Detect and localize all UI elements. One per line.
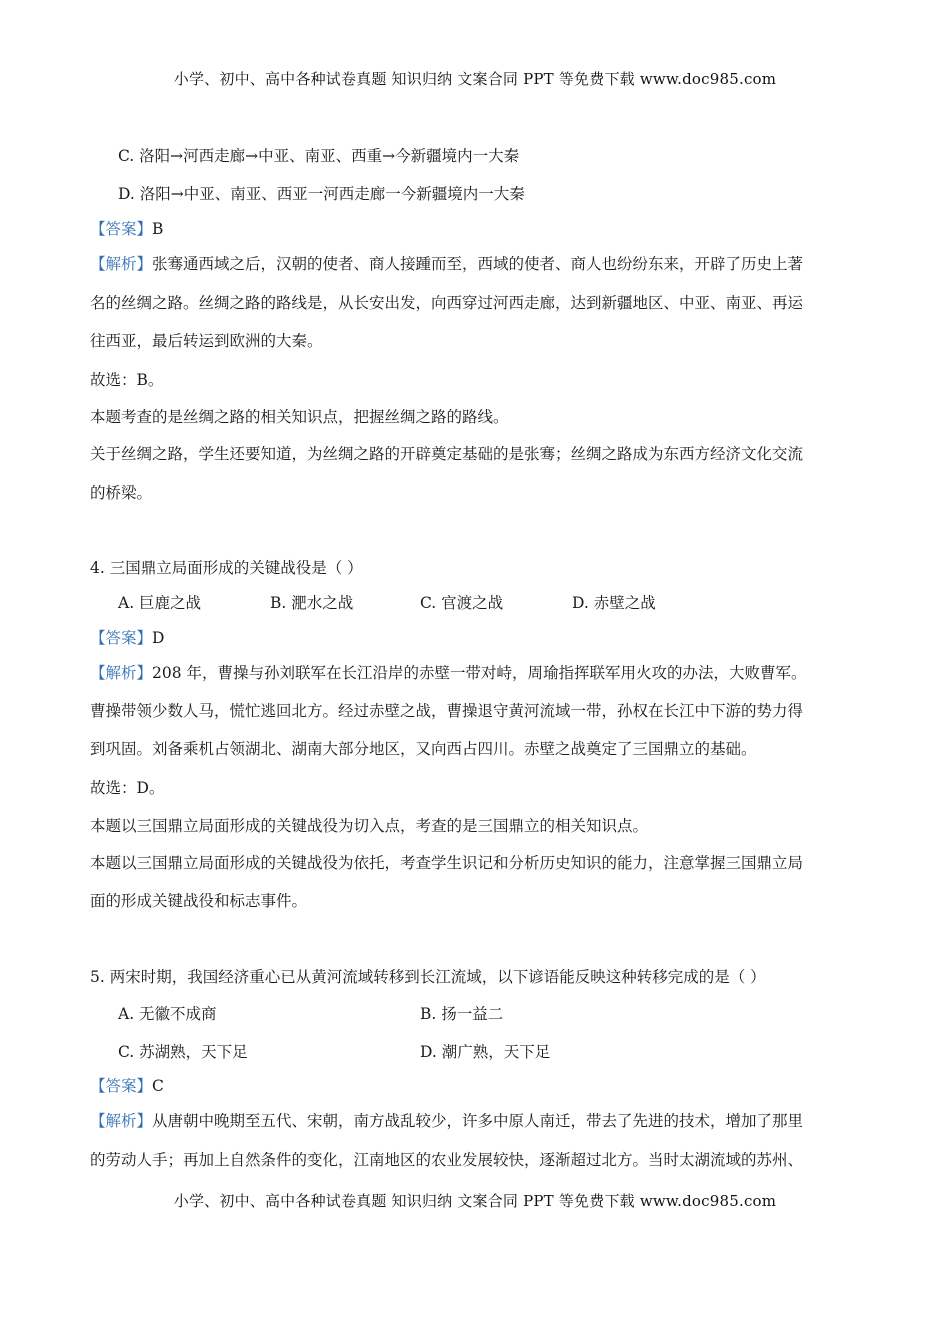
q4-option-d: D. 赤壁之战 [572,594,656,612]
analysis-tag: 【解析】 [90,1112,153,1130]
q3-note-2: 关于丝绸之路，学生还要知道，为丝绸之路的开辟奠定基础的是张骞；丝绸之路成为东西方经济文化交流 [90,445,804,463]
answer-tag: 【答案】 [90,629,153,647]
q5-option-d: D. 潮广熟，天下足 [420,1043,551,1061]
q3-note-1: 本题考查的是丝绸之路的相关知识点，把握丝绸之路的路线。 [90,408,509,426]
q5-option-b: B. 扬一益二 [420,1005,504,1023]
q5-stem: 5. 两宋时期，我国经济重心已从黄河流域转移到长江流域，以下谚语能反映这种转移完成的是（ ） [90,968,766,986]
analysis-tag: 【解析】 [90,664,153,682]
q5-option-a: A. 无徽不成商 [118,1005,217,1023]
q5-analysis-line-1: 【解析】从唐朝中晚期至五代、宋朝，南方战乱较少，许多中原人南迁，带去了先进的技术，增加了那里 [90,1112,804,1130]
q3-analysis-line-2: 名的丝绸之路。丝绸之路的路线是，从长安出发，向西穿过河西走廊，达到新疆地区、中亚、南亚、再运 [90,294,804,312]
page-footer: 小学、初中、高中各种试卷真题 知识归纳 文案合同 PPT 等免费下载 www.doc985.com [173,1192,777,1210]
q5-analysis-line-2: 的劳动人手；再加上自然条件的变化，江南地区的农业发展较快，逐渐超过北方。当时太湖流域的苏州、 [90,1151,804,1169]
q4-analysis-line-2: 曹操带领少数人马，慌忙逃回北方。经过赤壁之战，曹操退守黄河流域一带，孙权在长江中下游的势力得 [90,702,804,720]
q4-option-c: C. 官渡之战 [420,594,504,612]
q4-choice: 故选：D。 [90,779,165,797]
q4-note-3: 面的形成关键战役和标志事件。 [90,892,308,910]
q4-analysis-line-1: 【解析】208 年，曹操与孙刘联军在长江沿岸的赤壁一带对峙，周瑜指挥联军用火攻的办法，大败曹军。 [90,664,807,682]
q4-note-1: 本题以三国鼎立局面形成的关键战役为切入点，考查的是三国鼎立的相关知识点。 [90,817,649,835]
q4-answer: 【答案】D [90,629,165,647]
q5-option-c: C. 苏湖熟，天下足 [118,1043,248,1061]
answer-tag: 【答案】 [90,220,153,238]
q3-note-3: 的桥梁。 [90,484,153,502]
q3-analysis-line-1: 【解析】张骞通西域之后，汉朝的使者、商人接踵而至，西域的使者、商人也纷纷东来，开辟了历史上著 [90,255,804,273]
answer-tag: 【答案】 [90,1077,153,1095]
q3-option-d: D. 洛阳→中亚、南亚、西亚一河西走廊一今新疆境内一大秦 [118,185,525,203]
analysis-tag: 【解析】 [90,255,153,273]
page-header: 小学、初中、高中各种试卷真题 知识归纳 文案合同 PPT 等免费下载 www.doc985.com [173,70,777,88]
q3-option-c: C. 洛阳→河西走廊→中亚、南亚、西重→今新疆境内一大秦 [118,147,520,165]
q3-answer: 【答案】B [90,220,164,238]
q3-choice: 故选：B。 [90,371,164,389]
q4-option-a: A. 巨鹿之战 [118,594,202,612]
q4-option-b: B. 淝水之战 [270,594,354,612]
q4-stem: 4. 三国鼎立局面形成的关键战役是（ ） [90,559,363,577]
q3-analysis-line-3: 往西亚，最后转运到欧洲的大秦。 [90,332,323,350]
q4-analysis-line-3: 到巩固。刘备乘机占领湖北、湖南大部分地区，又向西占四川。赤壁之战奠定了三国鼎立的基础。 [90,740,757,758]
q4-note-2: 本题以三国鼎立局面形成的关键战役为依托，考查学生识记和分析历史知识的能力，注意掌握三国鼎立局 [90,854,804,872]
q5-answer: 【答案】C [90,1077,164,1095]
